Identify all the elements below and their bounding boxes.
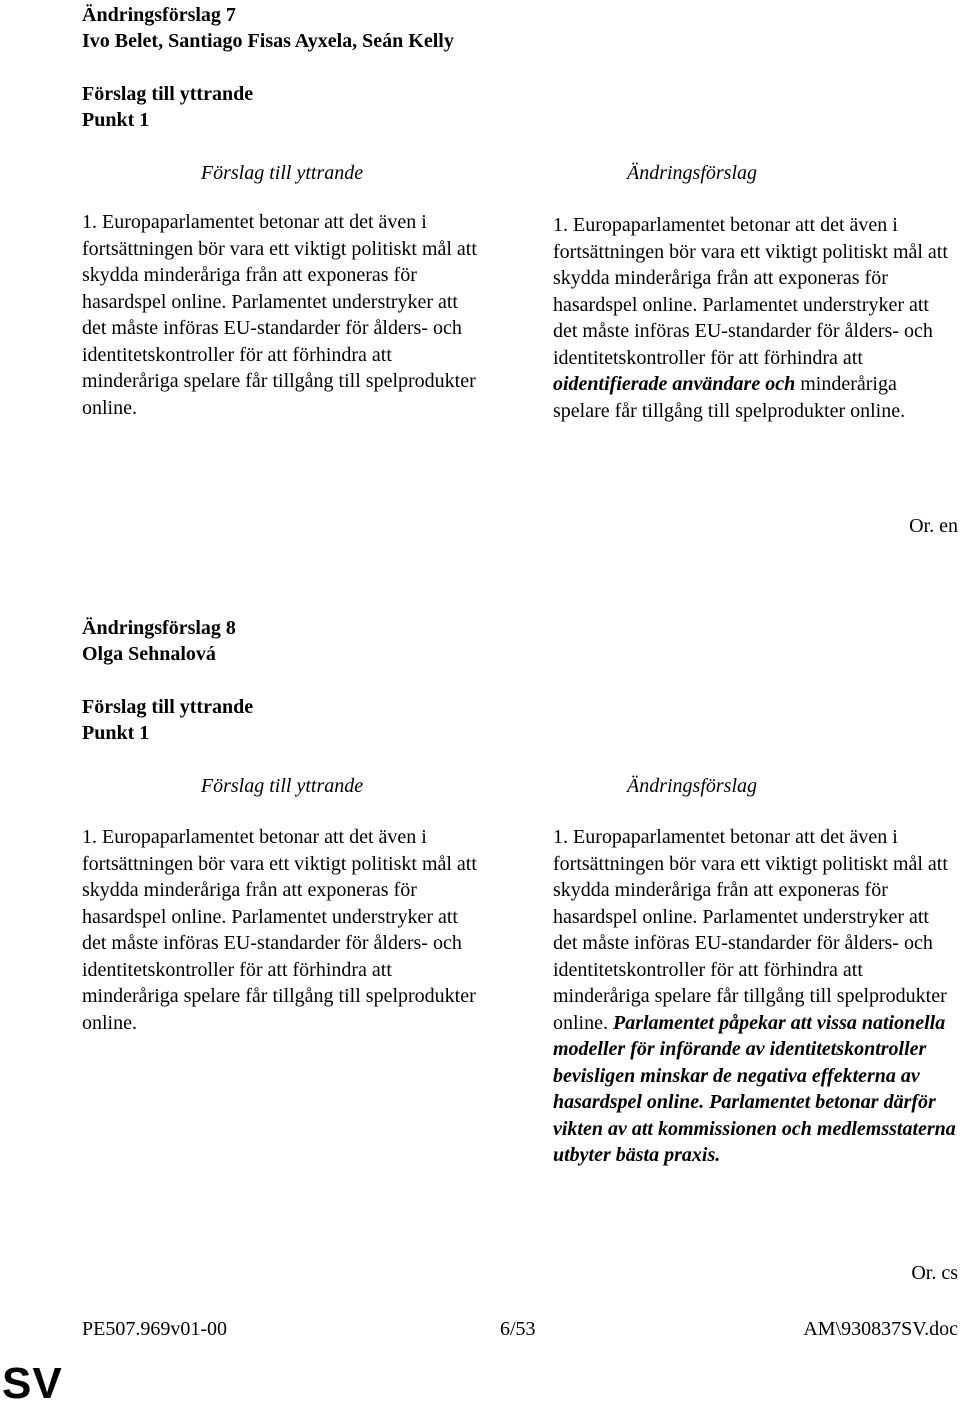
point-label: Punkt 1 (82, 109, 150, 131)
section-title: Förslag till yttrande (82, 83, 254, 105)
amendment-heading: Ändringsförslag 7 (82, 4, 236, 26)
amendment-text-unchanged: 1. Europaparlamentet betonar att det även i fortsättningen bör vara ett viktigt politiskt mål att skydda minderåriga från att exponeras för hasardspel online. Parlamentet understryker att det måste införas EU-standarder för ålders- och identitetskontroller för att förhindra att minderåriga spelare får tillgång till spelprodukter online. (553, 826, 948, 1034)
amendment-text-unchanged: 1. Europaparlamentet betonar att det även i fortsättningen bör vara ett viktigt politiskt mål att skydda minderåriga från att exponeras för hasardspel online. Parlamentet understryker att det måste införas EU-standarder för ålders- och identitetskontroller för att förhindra att (553, 214, 948, 369)
left-column-header: Förslag till yttrande (200, 775, 364, 797)
footer-page-number: 6/53 (500, 1318, 536, 1340)
original-language: Or. en (909, 515, 958, 537)
proposal-paragraph: 1. Europaparlamentet betonar att det även i fortsättningen bör vara ett viktigt politiskt mål att skydda minderåriga från att exponeras för hasardspel online. Parlamentet understryker att det måste införas EU-standarder för ålders- och identitetskontroller för att förhindra att minderåriga spelare får tillgång till spelprodukter online. (82, 826, 477, 1034)
proposal-paragraph: 1. Europaparlamentet betonar att det även i fortsättningen bör vara ett viktigt politiskt mål att skydda minderåriga från att exponeras för hasardspel online. Parlamentet understryker att det måste införas EU-standarder för ålders- och identitetskontroller för att förhindra att minderåriga spelare får tillgång till spelprodukter online. (82, 211, 477, 419)
amendment-text (553, 824, 958, 1169)
amendment-text (553, 212, 958, 424)
amendment-text-unchanged-end: minderåriga spelare får tillgång till spelprodukter online. (553, 373, 906, 422)
original-language: Or. cs (911, 1262, 958, 1284)
amendment-paragraph (553, 824, 958, 1169)
right-column-header: Ändringsförslag (626, 162, 758, 184)
left-column-header: Förslag till yttrande (200, 162, 364, 184)
point-label: Punkt 1 (82, 722, 150, 744)
amendment-text-inserted: Parlamentet påpekar att vissa nationella modeller för införande av identitetskontroller bevisligen minskar de negativa effekterna av hasardspel online. Parlamentet betonar därför vikten av att kommissionen och medlemsstaterna utbyter bästa praxis. (553, 1011, 956, 1166)
amendment-text-inserted: oidentifierade användare och (553, 373, 796, 395)
footer-doc-ref: PE507.969v01-00 (82, 1318, 227, 1340)
amendment-heading: Ändringsförslag 8 (82, 617, 236, 639)
amendment-paragraph (553, 212, 958, 424)
language-code: SV (2, 1359, 63, 1408)
right-column-header: Ändringsförslag (626, 775, 758, 797)
amendment-authors: Olga Sehnalová (82, 643, 216, 665)
footer-file-name: AM\930837SV.doc (803, 1318, 958, 1340)
proposal-text (82, 209, 482, 421)
amendment-authors: Ivo Belet, Santiago Fisas Ayxela, Seán Kelly (82, 30, 454, 52)
proposal-text (82, 824, 482, 1036)
section-title: Förslag till yttrande (82, 696, 254, 718)
